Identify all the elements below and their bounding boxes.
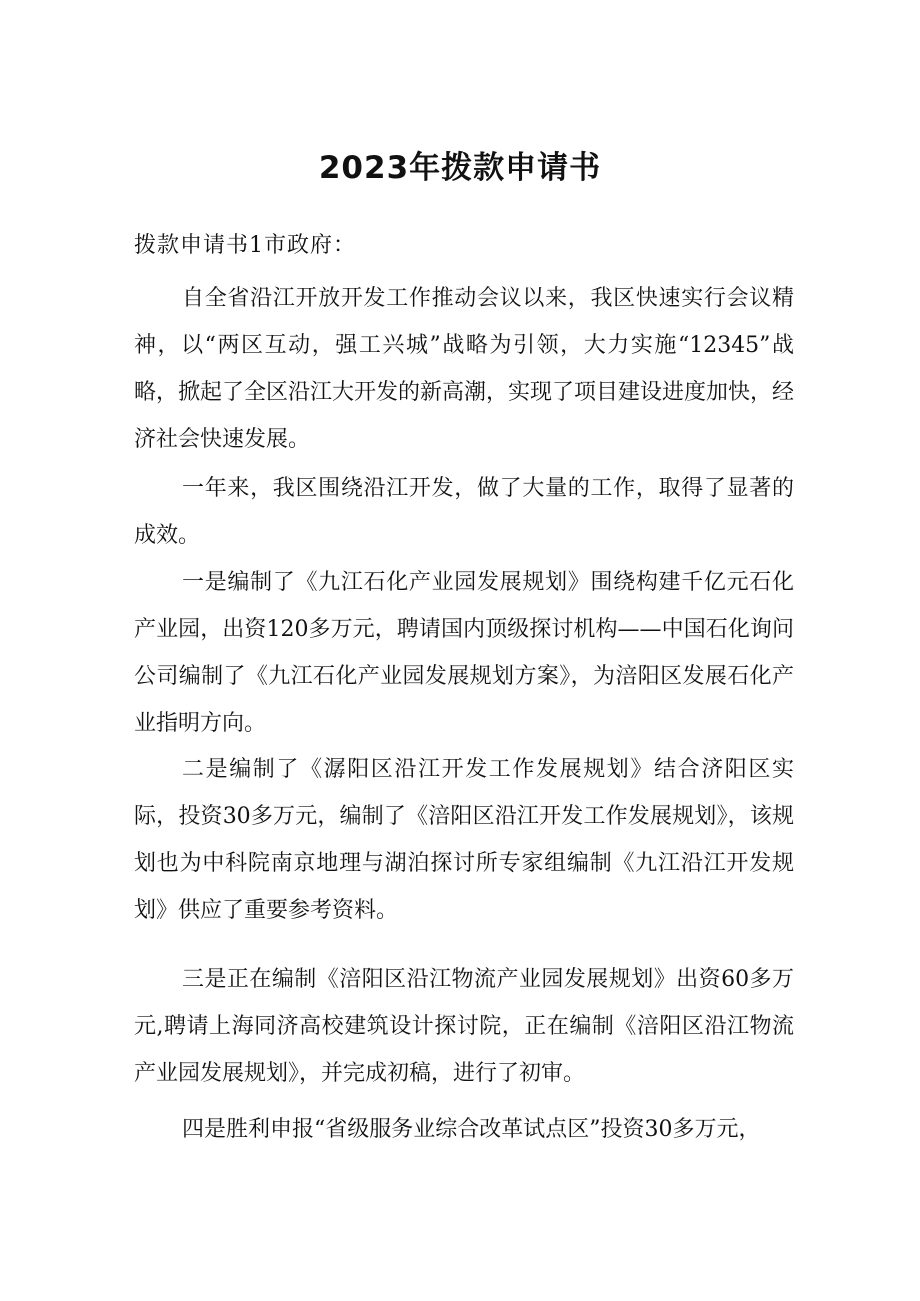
document-title: 2023年拨款申请书 (318, 150, 602, 186)
paragraph-4: 二是编制了《潺阳区沿江开发工作发展规划》结合济阳区实际，投资30多万元，编制了《涪阳区沿江开发工作发展规划》，该规划也为中科院南京地理与湖泊探讨所专家组编制《九江沿江开发规划》供应了重要参考资料。 (134, 757, 794, 923)
paragraph-6: 四是胜利申报“省级服务业综合改革试点区”投资30多万元， (182, 1117, 761, 1142)
paragraph-1: 自全省沿江开放开发工作推动会议以来，我区快速实行会议精神，以“两区互动，强工兴城”战略为引领，大力实施“12345”战略，掀起了全区沿江大开发的新高潮，实现了项目建设进度加快，经济社会快速发展。 (134, 286, 795, 452)
paragraph-2: 一年来，我区围绕沿江开发，做了大量的工作，取得了显著的成效。 (134, 476, 794, 548)
salutation: 拨款申请书1市政府： (134, 233, 356, 258)
paragraph-3: 一是编制了《九江石化产业园发展规划》围绕构建千亿元石化产业园，出资120多万元，聘请国内顶级探讨机构——中国石化询问公司编制了《九江石化产业园发展规划方案》，为涪阳区发展石化产业指明方向。 (134, 570, 794, 736)
paragraph-5: 三是正在编制《涪阳区沿江物流产业园发展规划》出资60多万元,聘请上海同济高校建筑设计探讨院，正在编制《涪阳区沿江物流产业园发展规划》，并完成初稿，进行了初审。 (134, 967, 794, 1086)
